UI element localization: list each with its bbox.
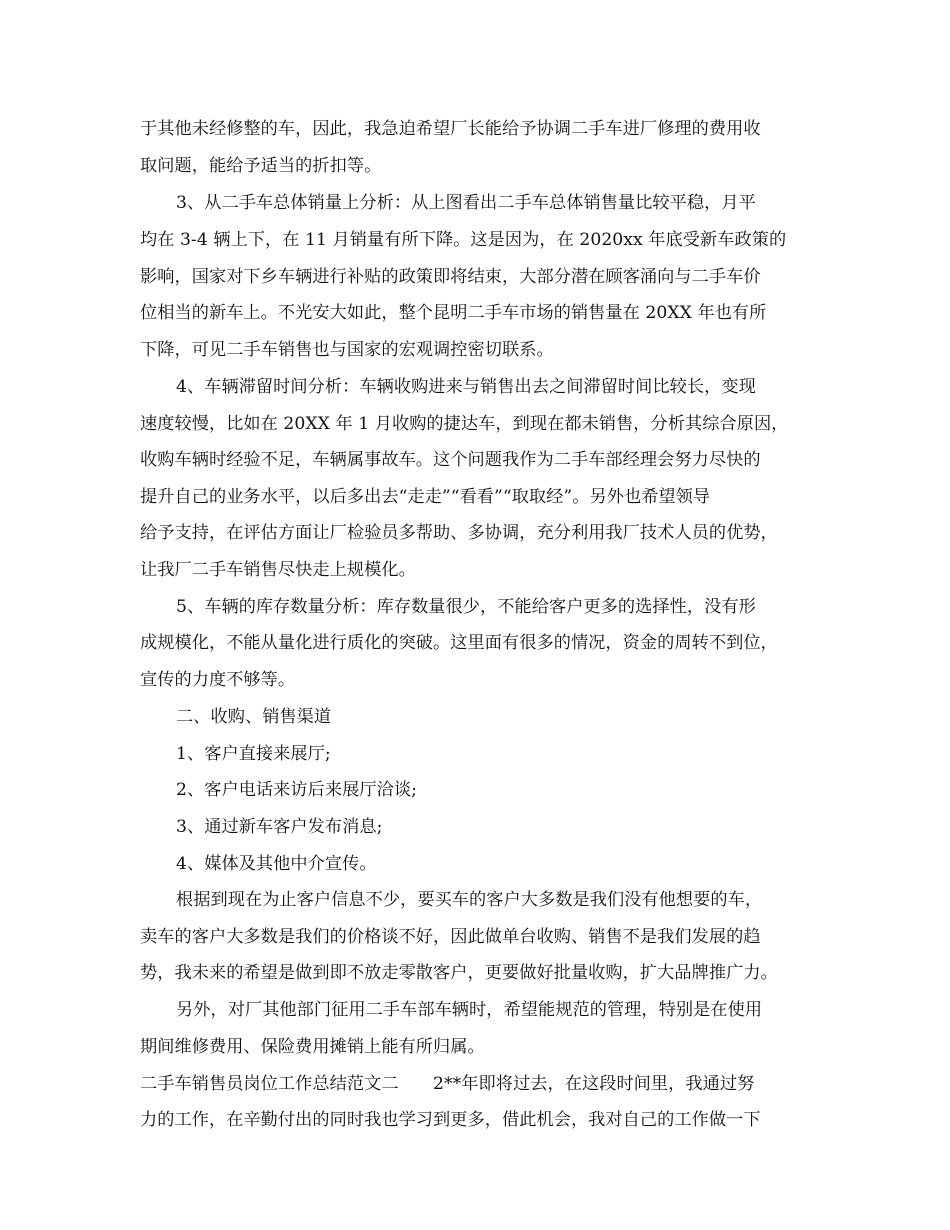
text-line: 力的工作，在辛勤付出的同时我也学习到更多，借此机会，我对自己的工作做一下: [140, 1110, 761, 1130]
text-line: 下降，可见二手车销售也与国家的宏观调控密切联系。: [140, 340, 554, 360]
text-line: 均在 3-4 辆上下，在 11 月销量有所下降。这是因为，在 2020xx 年底受新车政策的: [140, 230, 787, 250]
section-heading: 二、收购、销售渠道: [176, 707, 332, 727]
text-line: 给予支持，在评估方面让厂检验员多帮助、多协调，充分利用我厂技术人员的优势，: [140, 523, 778, 543]
list-item: 2、客户电话来访后来展厅洽谈;: [176, 780, 417, 800]
text-line: 于其他未经修整的车，因此，我急迫希望厂长能给予协调二手车进厂修理的费用收: [140, 119, 761, 139]
document-title-line: 二手车销售员岗位工作总结范文二 2**年即将过去，在这段时间里，我通过努: [140, 1074, 755, 1094]
text-line: 3、从二手车总体销量上分析：从上图看出二手车总体销售量比较平稳，月平: [176, 193, 756, 213]
list-item: 1、客户直接来展厅;: [176, 744, 331, 764]
list-item: 3、通过新车客户发布消息;: [176, 817, 383, 837]
text-line: 影响，国家对下乡车辆进行补贴的政策即将结束，大部分潜在顾客涌向与二手车价: [140, 267, 761, 287]
text-line: 速度较慢，比如在 20XX 年 1 月收购的捷达车，到现在都未销售，分析其综合原因，: [140, 414, 789, 434]
text-line: 位相当的新车上。不光安大如此，整个昆明二手车市场的销售量在 20XX 年也有所: [140, 303, 767, 323]
text-line: 宣传的力度不够等。: [140, 670, 296, 690]
text-line: 4、车辆滞留时间分析：车辆收购进来与销售出去之间滞留时间比较长，变现: [176, 377, 756, 397]
text-line: 成规模化，不能从量化进行质化的突破。这里面有很多的情况，资金的周转不到位，: [140, 633, 778, 653]
text-line: 让我厂二手车销售尽快走上规模化。: [140, 560, 416, 580]
text-line: 5、车辆的库存数量分析：库存数量很少，不能给客户更多的选择性，没有形: [176, 597, 756, 617]
text-line: 势，我未来的希望是做到即不放走零散客户，更要做好批量收购，扩大品牌推广力。: [140, 963, 778, 983]
text-line: 收购车辆时经验不足，车辆属事故车。这个问题我作为二手车部经理会努力尽快的: [140, 450, 761, 470]
text-line: 根据到现在为止客户信息不少，要买车的客户大多数是我们没有他想要的车，: [176, 890, 763, 910]
list-item: 4、媒体及其他中介宣传。: [176, 854, 377, 874]
text-line: 取问题，能给予适当的折扣等。: [140, 156, 382, 176]
text-line: 提升自己的业务水平，以后多出去“走走”“看看”“取取经”。另外也希望领导: [140, 487, 711, 507]
text-line: 另外，对厂其他部门征用二手车部车辆时，希望能规范的管理，特别是在使用: [176, 1000, 763, 1020]
text-line: 期间维修费用、保险费用摊销上能有所归属。: [140, 1037, 485, 1057]
text-line: 卖车的客户大多数是我们的价格谈不好，因此做单台收购、销售不是我们发展的趋: [140, 927, 761, 947]
